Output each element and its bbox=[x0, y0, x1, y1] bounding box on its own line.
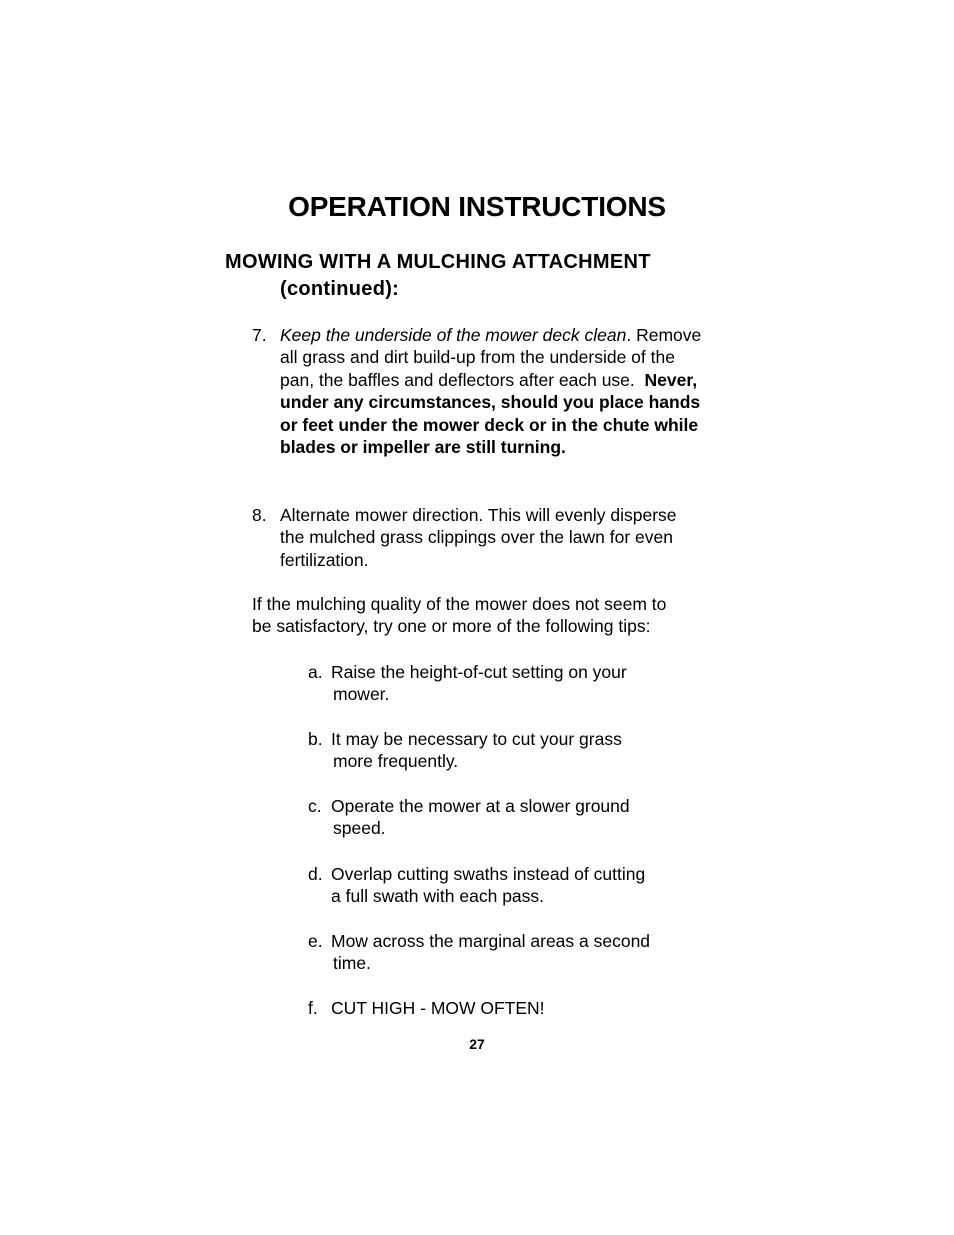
tip-line1: CUT HIGH - MOW OFTEN! bbox=[331, 998, 545, 1018]
tip-line1: Operate the mower at a slower ground bbox=[331, 796, 630, 816]
page-title: OPERATION INSTRUCTIONS bbox=[288, 191, 666, 222]
tip-item bbox=[308, 863, 688, 908]
tip-letter: b. bbox=[308, 729, 323, 749]
tip-line2: a full swath with each pass. bbox=[331, 886, 545, 907]
tip-item bbox=[308, 997, 688, 1019]
item-body: Remove all grass and dirt build-up from the underside of the pan, the baffles and deflectors after each use. bbox=[280, 325, 702, 390]
item-emphasis: Keep the underside of the mower deck clean bbox=[280, 325, 627, 345]
tip-line2: mower. bbox=[333, 684, 390, 705]
tip-item bbox=[308, 795, 688, 840]
tip-letter: e. bbox=[308, 931, 323, 951]
item-number: 7. bbox=[252, 325, 267, 345]
tip-item bbox=[308, 661, 688, 706]
tip-line1: It may be necessary to cut your grass bbox=[331, 729, 622, 749]
tip-line2: speed. bbox=[333, 818, 386, 839]
tip-line1: Raise the height-of-cut setting on your bbox=[331, 662, 627, 682]
tip-letter: f. bbox=[308, 998, 318, 1018]
page-number: 27 bbox=[469, 1036, 485, 1052]
item-number: 8. bbox=[252, 505, 267, 525]
list-item-7 bbox=[252, 324, 712, 458]
tip-letter: a. bbox=[308, 662, 323, 682]
section-heading-line1: MOWING WITH A MULCHING ATTACHMENT bbox=[225, 251, 651, 273]
tip-line1: Overlap cutting swaths instead of cutting bbox=[331, 864, 646, 884]
list-item-8 bbox=[252, 504, 697, 571]
tip-line2: more frequently. bbox=[333, 751, 459, 772]
section-heading-line2: (continued): bbox=[280, 278, 400, 300]
tips-intro: If the mulching quality of the mower does not seem to be satisfactory, try one or more of the following tips: bbox=[252, 594, 667, 637]
item-body: Alternate mower direction. This will evenly disperse the mulched grass clippings over the lawn for even fertilization. bbox=[280, 505, 677, 570]
tip-line1: Mow across the marginal areas a second bbox=[331, 931, 651, 951]
tip-letter: d. bbox=[308, 864, 323, 884]
section-heading bbox=[225, 249, 651, 303]
item-text bbox=[280, 324, 712, 458]
item-period: . bbox=[626, 325, 632, 345]
tip-line2: time. bbox=[333, 953, 371, 974]
tip-item bbox=[308, 728, 688, 773]
tip-item bbox=[308, 930, 688, 975]
tip-letter: c. bbox=[308, 796, 322, 816]
item-warning: Never, under any circumstances, should you place hands or feet under the mower deck or in the chute while blades or impeller are still turning. bbox=[280, 369, 701, 458]
